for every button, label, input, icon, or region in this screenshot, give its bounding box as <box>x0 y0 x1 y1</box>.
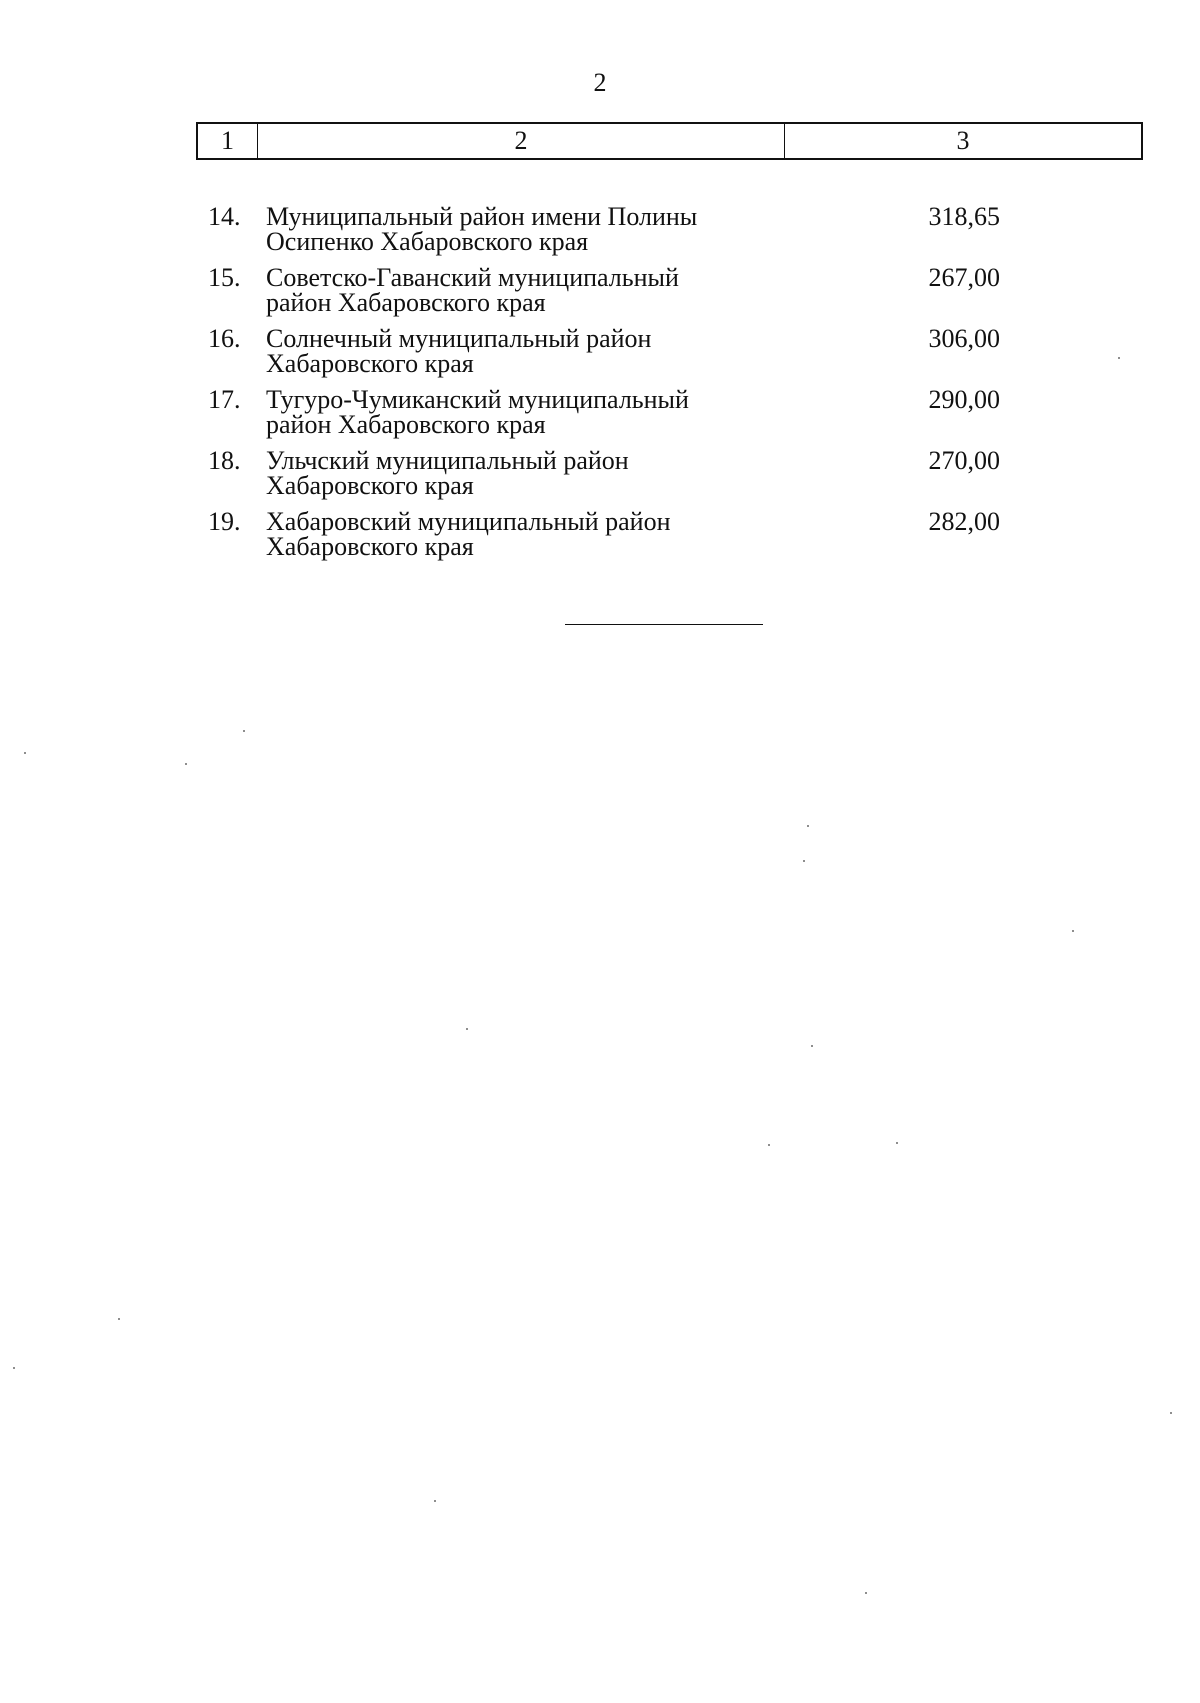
row-name-line2: Хабаровского края <box>266 471 474 500</box>
row-name-line2: Осипенко Хабаровского края <box>266 227 589 256</box>
row-number: 16. <box>208 324 241 353</box>
row-name-line1: Муниципальный район имени Полины <box>266 202 698 231</box>
table-body <box>196 204 1096 570</box>
header-cell-col3: 3 <box>956 126 970 155</box>
table-header <box>196 122 1143 160</box>
row-value: 267,00 <box>928 263 1000 292</box>
row-number: 15. <box>208 263 241 292</box>
header-cell-col2: 2 <box>258 124 785 158</box>
scan-speck <box>466 1028 468 1030</box>
table-row <box>196 509 1096 570</box>
row-name-line1: Солнечный муниципальный район <box>266 324 652 353</box>
row-name-line2: район Хабаровского края <box>266 288 546 317</box>
row-name-line1: Ульчский муниципальный район <box>266 446 629 475</box>
scan-speck <box>434 1500 436 1502</box>
scan-speck <box>1170 1412 1172 1414</box>
scan-speck <box>24 752 26 754</box>
scan-speck <box>1072 930 1074 932</box>
row-number: 19. <box>208 507 241 536</box>
row-value: 306,00 <box>928 324 1000 353</box>
scan-speck <box>1118 357 1120 359</box>
row-name-line2: Хабаровского края <box>266 349 474 378</box>
scan-speck <box>865 1592 867 1594</box>
scan-speck <box>803 860 805 862</box>
row-name <box>266 326 826 376</box>
scan-speck <box>185 763 187 765</box>
row-number: 17. <box>208 385 241 414</box>
table-row <box>196 265 1096 326</box>
row-number: 18. <box>208 446 241 475</box>
header-cell-col1: 1 <box>198 124 258 158</box>
row-name-line2: Хабаровского края <box>266 532 474 561</box>
scan-speck <box>896 1142 898 1144</box>
row-name <box>266 448 826 498</box>
row-name-line1: Советско-Гаванский муниципальный <box>266 263 679 292</box>
row-name <box>266 387 826 437</box>
row-name <box>266 509 826 559</box>
row-name-line1: Тугуро-Чумиканский муниципальный <box>266 385 689 414</box>
row-value: 282,00 <box>928 507 1000 536</box>
scan-speck <box>811 1045 813 1047</box>
table-row <box>196 448 1096 509</box>
scan-speck <box>118 1318 120 1320</box>
scan-speck <box>243 730 245 732</box>
table-row <box>196 326 1096 387</box>
row-name <box>266 265 826 315</box>
scan-speck <box>13 1367 15 1369</box>
scan-speck <box>768 1144 770 1146</box>
row-value: 318,65 <box>928 202 1000 231</box>
page-number: 2 <box>593 68 607 97</box>
row-name-line1: Хабаровский муниципальный район <box>266 507 671 536</box>
table-row <box>196 387 1096 448</box>
scan-speck <box>807 825 809 827</box>
table-row <box>196 204 1096 265</box>
row-value: 290,00 <box>928 385 1000 414</box>
row-name <box>266 204 826 254</box>
row-number: 14. <box>208 202 241 231</box>
row-value: 270,00 <box>928 446 1000 475</box>
row-name-line2: район Хабаровского края <box>266 410 546 439</box>
end-rule-divider <box>565 624 763 625</box>
